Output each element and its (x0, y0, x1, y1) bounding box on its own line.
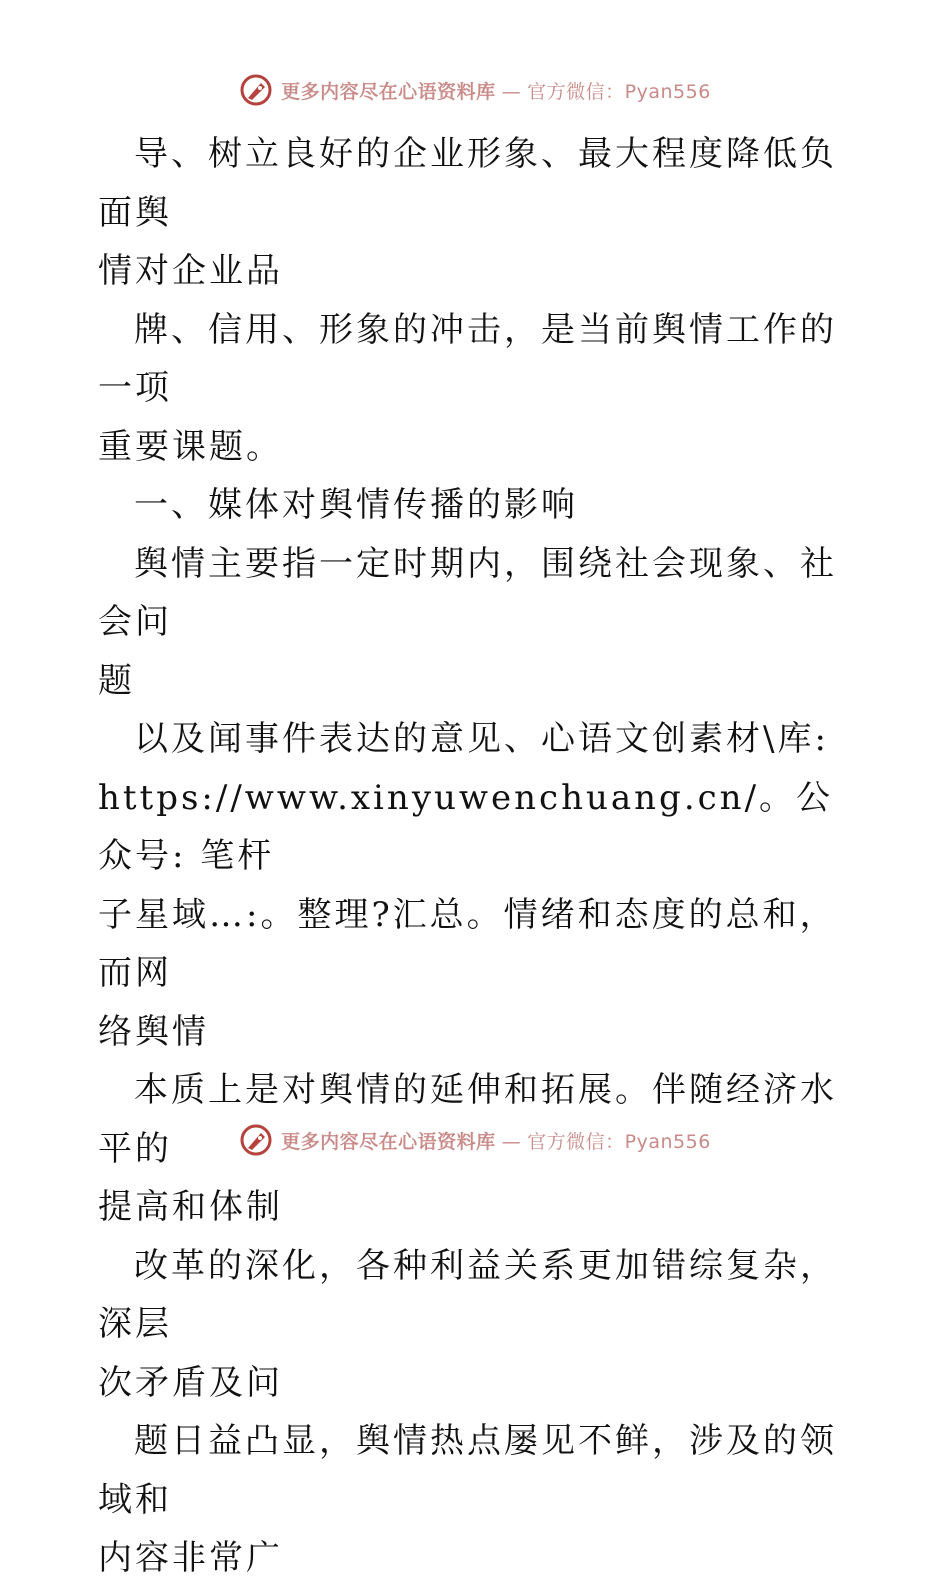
text-line: 舆情主要指一定时期内，围绕社会现象、社会问 (98, 543, 837, 642)
text-line: 子星域…:。整理?汇总。情绪和态度的总和，而网 (98, 894, 837, 993)
header-banner-text (281, 77, 711, 104)
text-line: 题 (98, 660, 135, 701)
header-banner-contact: 官方微信：Pyan556 (527, 80, 711, 103)
header-banner-main: 更多内容尽在心语资料库 (281, 80, 496, 103)
text-line: 次矛盾及问 (98, 1362, 283, 1403)
text-line: 情对企业品 (98, 251, 283, 291)
pen-nib-logo-icon (239, 73, 273, 107)
page-footer-banner (0, 1120, 950, 1160)
text-line: 重要课题。 (98, 426, 283, 467)
text-line: 改革的深化，各种利益关系更加错综复杂，深层 (98, 1245, 837, 1344)
footer-banner-main: 更多内容尽在心语资料库 (281, 1130, 496, 1153)
page-header-banner (0, 70, 950, 110)
footer-banner-contact: 官方微信：Pyan556 (527, 1130, 711, 1153)
text-line: 牌、信用、形象的冲击，是当前舆情工作的一项 (98, 309, 837, 408)
header-banner-separator: — (501, 80, 522, 103)
text-line: 本质上是对舆情的延伸和拓展。伴随经济水平的 (98, 1070, 837, 1169)
text-line: 提高和体制 (98, 1187, 283, 1227)
text-line: 络舆情 (98, 1011, 209, 1052)
text-line: 以及闻事件表达的意见、心语文创素材\库: (134, 719, 829, 759)
text-line: 导、树立良好的企业形象、最大程度降低负面舆 (98, 134, 837, 233)
document-body (98, 125, 858, 1588)
text-line: https://www.xinyuwenchuang.cn/。公众号: 笔杆 (98, 777, 834, 876)
footer-banner-text (281, 1127, 711, 1154)
text-line: 内容非常广 (98, 1538, 283, 1578)
footer-banner-separator: — (501, 1130, 522, 1153)
text-line: 题日益凸显，舆情热点屡见不鲜，涉及的领域和 (98, 1421, 837, 1520)
section-heading: 一、媒体对舆情传播的影响 (134, 485, 578, 525)
pen-nib-logo-icon (239, 1123, 273, 1157)
